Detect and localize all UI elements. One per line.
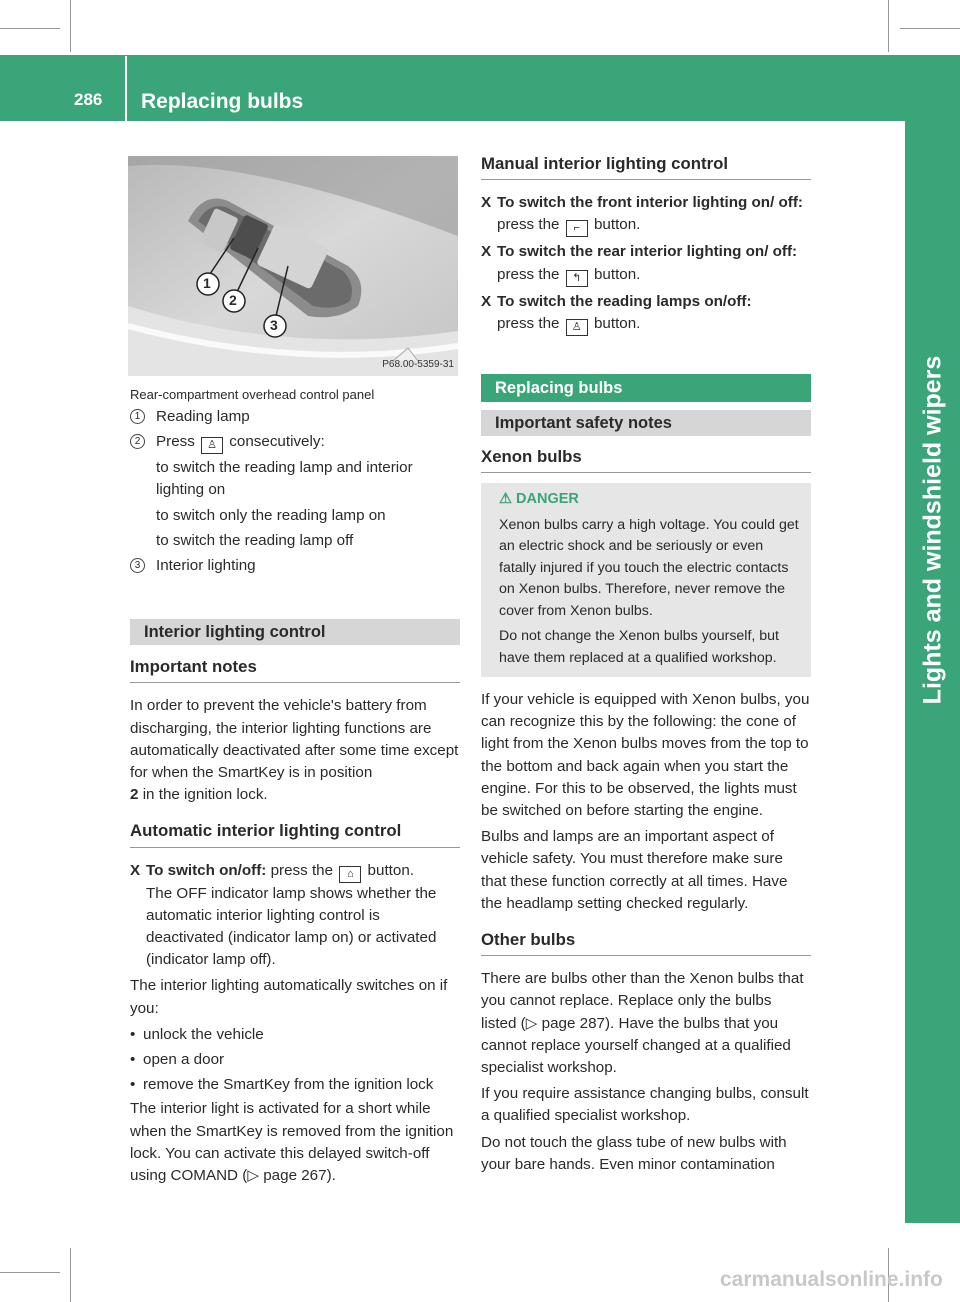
auto-step-post: button. xyxy=(367,861,414,879)
danger-text: Xenon bulbs carry a high voltage. You could get an electric shock and be seriously or even fatally injured if you touch the electric contacts on Xenon bulbs. Therefore, never remove the cover from Xenon bulbs. xyxy=(499,516,799,619)
warning-triangle-icon: ⚠ xyxy=(499,491,512,508)
control-panel-figure xyxy=(128,156,458,376)
figure-caption: Rear-compartment overhead control panel xyxy=(130,387,375,402)
heading-automatic-control: Automatic interior lighting control xyxy=(130,820,460,847)
heading-manual-control: Manual interior lighting control xyxy=(481,153,811,180)
manual-step-rear xyxy=(481,241,811,286)
heading-other-bulbs: Other bulbs xyxy=(481,929,811,956)
overhead-panel-illustration xyxy=(128,156,458,376)
page-ref-arrow-icon: ▷ xyxy=(247,1167,259,1185)
callout-3: 3 xyxy=(270,317,278,333)
step-arrow-icon: X xyxy=(481,292,492,310)
crop-mark xyxy=(900,28,960,29)
other-text-post: Have the bulbs that you cannot replace yourself changed at a qualified specialist workshop. xyxy=(481,1014,791,1077)
auto-step xyxy=(130,860,460,972)
bullet-icon: • xyxy=(130,1076,136,1094)
step-arrow-icon: X xyxy=(481,194,492,212)
auto-step-bold: To switch on/off: xyxy=(146,861,267,879)
section-band-replacing: Replacing bulbs xyxy=(481,374,811,402)
delay-paragraph xyxy=(130,1098,460,1187)
step-pre: press the xyxy=(497,216,560,234)
bullet-text: remove the SmartKey from the ignition lock xyxy=(143,1076,434,1094)
important-text: In order to prevent the vehicle's battery from discharging, the interior lighting functions are automatically deactivated after some time except for when the SmartKey is in position xyxy=(130,697,459,782)
legend-sub-line: to switch the reading lamp and interior lighting on xyxy=(156,459,413,499)
auto-paragraph: The interior lighting automatically switches on if you: xyxy=(130,977,448,1017)
bullet-item xyxy=(130,1074,460,1096)
step-arrow-icon: X xyxy=(130,861,141,879)
other-paragraph xyxy=(481,968,811,1079)
legend-number: 2 xyxy=(130,434,145,449)
danger-text: Do not change the Xenon bulbs yourself, but have them replaced at a qualified workshop. xyxy=(499,628,780,666)
reading-lamp-icon: ♙ xyxy=(566,319,588,336)
step-bold: To switch the reading lamps on/off: xyxy=(497,292,752,310)
bullet-icon: • xyxy=(130,1025,136,1043)
danger-box xyxy=(481,483,811,677)
crop-mark xyxy=(70,1248,71,1302)
bullet-item xyxy=(130,1049,460,1071)
legend-item-3 xyxy=(130,555,460,577)
other-paragraph: Do not touch the glass tube of new bulbs with your bare hands. Even minor contamination xyxy=(481,1133,787,1173)
legend-number: 3 xyxy=(130,558,145,573)
danger-label: DANGER xyxy=(516,491,579,508)
step-arrow-icon: X xyxy=(481,243,492,261)
crop-mark xyxy=(0,1272,60,1273)
step-post: button. xyxy=(593,265,641,283)
xenon-paragraph: If your vehicle is equipped with Xenon bulbs, you can recognize this by the following: the cone of light from the Xenon bulbs moves from the top to the bottom and back again when you start the engine. For this to be observed, the lights must be switched on before starting the engine. xyxy=(481,691,810,820)
auto-off-icon: ⌂ xyxy=(339,866,361,883)
legend-sub-line: to switch the reading lamp off xyxy=(156,531,354,549)
auto-step-pre: press the xyxy=(270,861,334,879)
legend-item-2 xyxy=(130,431,460,454)
callout-2: 2 xyxy=(229,292,237,308)
other-text: There are bulbs other than the Xenon bulbs that you cannot replace. Replace only the bulbs listed ( xyxy=(481,970,804,1032)
legend-item-1 xyxy=(130,406,460,428)
danger-header xyxy=(499,489,801,511)
other-ref[interactable]: page 287). xyxy=(541,1014,615,1032)
ignition-position: 2 xyxy=(130,786,139,804)
section-band-interior: Interior lighting control xyxy=(130,619,460,645)
legend-text: Reading lamp xyxy=(156,408,250,425)
other-paragraph: If you require assistance changing bulbs, consult a qualified specialist workshop. xyxy=(481,1085,809,1125)
header-divider xyxy=(125,56,127,121)
bullet-text: open a door xyxy=(143,1051,225,1069)
rear-lamp-icon: ↰ xyxy=(566,270,588,287)
step-pre: press the xyxy=(497,314,560,332)
header-bar xyxy=(0,55,905,121)
crop-mark xyxy=(0,28,60,29)
manual-step-reading xyxy=(481,291,811,336)
left-column xyxy=(130,386,460,1187)
callout-1: 1 xyxy=(203,275,211,291)
heading-xenon: Xenon bulbs xyxy=(481,446,811,473)
page-title: Replacing bulbs xyxy=(141,90,304,113)
step-bold: To switch the front interior lighting on/ off: xyxy=(497,194,803,212)
legend-text: Press xyxy=(156,433,195,451)
xenon-paragraph: Bulbs and lamps are an important aspect of vehicle safety. You must therefore make sure that these function correctly at all times. Have the headlamp setting checked regularly. xyxy=(481,828,788,912)
page-number: 286 xyxy=(74,90,103,109)
heading-important-notes: Important notes xyxy=(130,656,460,683)
step-post: button. xyxy=(593,216,641,234)
legend-text: Interior lighting xyxy=(156,557,256,575)
crop-mark xyxy=(888,0,889,52)
bullet-icon: • xyxy=(130,1051,136,1069)
figure-code: P68.00-5359-31 xyxy=(382,359,454,370)
delay-text: The interior light is activated for a short while when the SmartKey is removed from the ignition lock. You can activate this delayed switch-off using COMAND ( xyxy=(130,1100,454,1185)
side-tab-label: Lights and windshield wipers xyxy=(918,355,946,705)
section-band-safety: Important safety notes xyxy=(481,410,811,436)
bullet-item xyxy=(130,1024,460,1046)
auto-step-detail: The OFF indicator lamp shows whether the automatic interior lighting control is deactivated (indicator lamp on) or activated (indicator lamp off). xyxy=(146,884,437,969)
important-tail: in the ignition lock. xyxy=(142,786,268,804)
reading-lamp-icon: ♙ xyxy=(201,437,223,454)
delay-ref[interactable]: page 267). xyxy=(263,1167,336,1185)
step-pre: press the xyxy=(497,265,560,283)
watermark: carmanualsonline.info xyxy=(720,1268,943,1291)
right-column xyxy=(481,153,811,1176)
step-post: button. xyxy=(593,314,641,332)
legend-number: 1 xyxy=(130,409,145,424)
step-bold: To switch the rear interior lighting on/ off: xyxy=(497,243,798,261)
legend-sub-line: to switch only the reading lamp on xyxy=(156,506,386,524)
manual-step-front xyxy=(481,192,811,237)
bullet-text: unlock the vehicle xyxy=(143,1025,264,1043)
front-lamp-icon: ⌐ xyxy=(566,220,588,237)
page-ref-arrow-icon: ▷ xyxy=(525,1014,538,1032)
important-paragraph xyxy=(130,695,460,806)
crop-mark xyxy=(70,0,71,52)
legend-text-after: consecutively: xyxy=(229,433,325,451)
